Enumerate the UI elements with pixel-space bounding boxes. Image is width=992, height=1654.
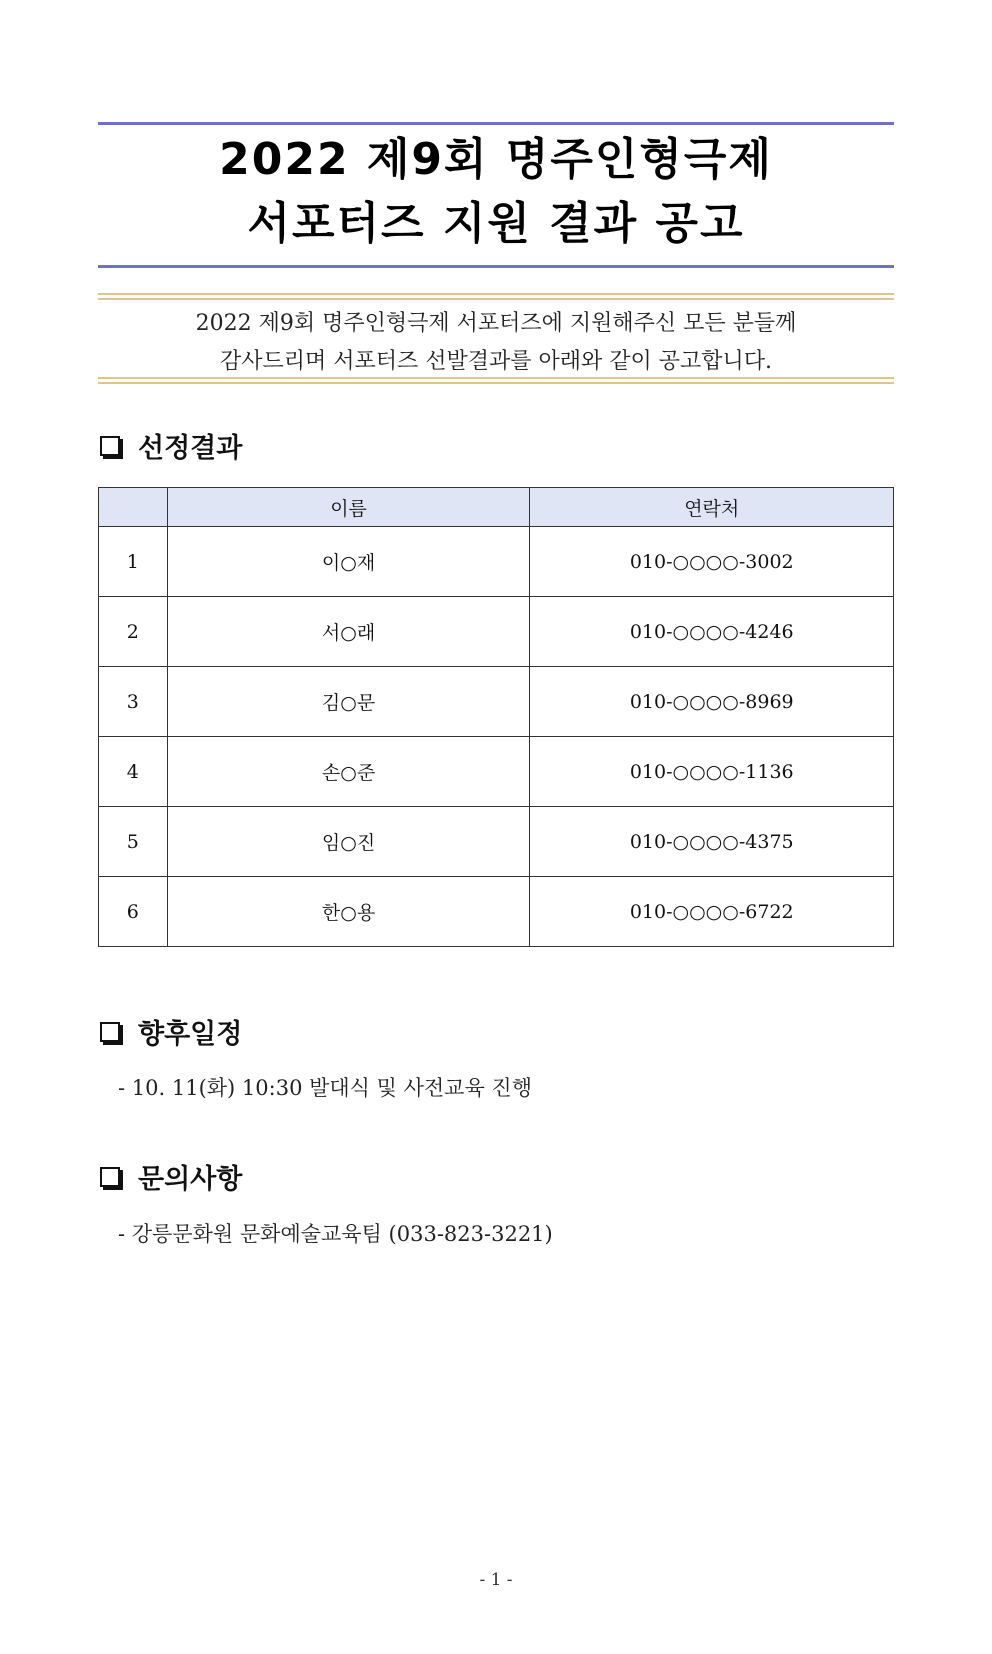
table-header-row [99, 488, 894, 527]
row-contact: 010-○○○○-3002 [530, 527, 894, 597]
row-no: 4 [99, 737, 168, 807]
table-row [99, 737, 894, 807]
title-line-2: 서포터즈 지원 결과 공고 [247, 198, 745, 249]
row-name: 한○용 [167, 877, 530, 947]
table-row [99, 597, 894, 667]
header-no [99, 488, 168, 527]
section-heading-results [98, 426, 242, 465]
intro-rule-top-inner [98, 298, 894, 300]
title-block [98, 122, 894, 268]
title-line-1: 2022 제9회 명주인형극제 [219, 134, 773, 185]
row-name: 손○준 [167, 737, 530, 807]
row-contact: 010-○○○○-8969 [530, 667, 894, 737]
square-checkbox-icon [100, 1167, 120, 1187]
row-name: 이○재 [167, 527, 530, 597]
row-contact: 010-○○○○-6722 [530, 877, 894, 947]
table-row [99, 807, 894, 877]
section-heading-inquiry [98, 1157, 242, 1196]
intro-rule-top [98, 293, 894, 295]
intro-box [98, 293, 894, 384]
intro-rule-bottom [98, 382, 894, 384]
header-contact: 연락처 [530, 488, 894, 527]
intro-rule-bottom-inner [98, 377, 894, 379]
schedule-item: - 10. 11(화) 10:30 발대식 및 사전교육 진행 [118, 1076, 532, 1100]
section-heading-inquiry-label: 문의사항 [138, 1164, 243, 1195]
row-name: 김○문 [167, 667, 530, 737]
intro-line-2: 감사드리며 서포터즈 선발결과를 아래와 같이 공고합니다. [219, 349, 772, 374]
square-checkbox-icon [100, 1022, 120, 1042]
table-row [99, 527, 894, 597]
row-contact: 010-○○○○-1136 [530, 737, 894, 807]
row-contact: 010-○○○○-4246 [530, 597, 894, 667]
row-contact: 010-○○○○-4375 [530, 807, 894, 877]
section-heading-results-label: 선정결과 [138, 433, 243, 464]
header-name: 이름 [167, 488, 530, 527]
page-number: - 1 - [479, 1570, 513, 1590]
section-heading-schedule-label: 향후일정 [138, 1019, 243, 1050]
section-heading-schedule [98, 1012, 242, 1051]
table-row [99, 667, 894, 737]
row-no: 2 [99, 597, 168, 667]
row-name: 임○진 [167, 807, 530, 877]
row-no: 3 [99, 667, 168, 737]
row-name: 서○래 [167, 597, 530, 667]
table-row [99, 877, 894, 947]
row-no: 6 [99, 877, 168, 947]
intro-text [98, 305, 894, 381]
inquiry-item: - 강릉문화원 문화예술교육팀 (033-823-3221) [118, 1222, 553, 1246]
square-checkbox-icon [100, 436, 120, 456]
results-table [98, 487, 894, 947]
row-no: 5 [99, 807, 168, 877]
intro-line-1: 2022 제9회 명주인형극제 서포터즈에 지원해주신 모든 분들께 [195, 311, 797, 336]
row-no: 1 [99, 527, 168, 597]
